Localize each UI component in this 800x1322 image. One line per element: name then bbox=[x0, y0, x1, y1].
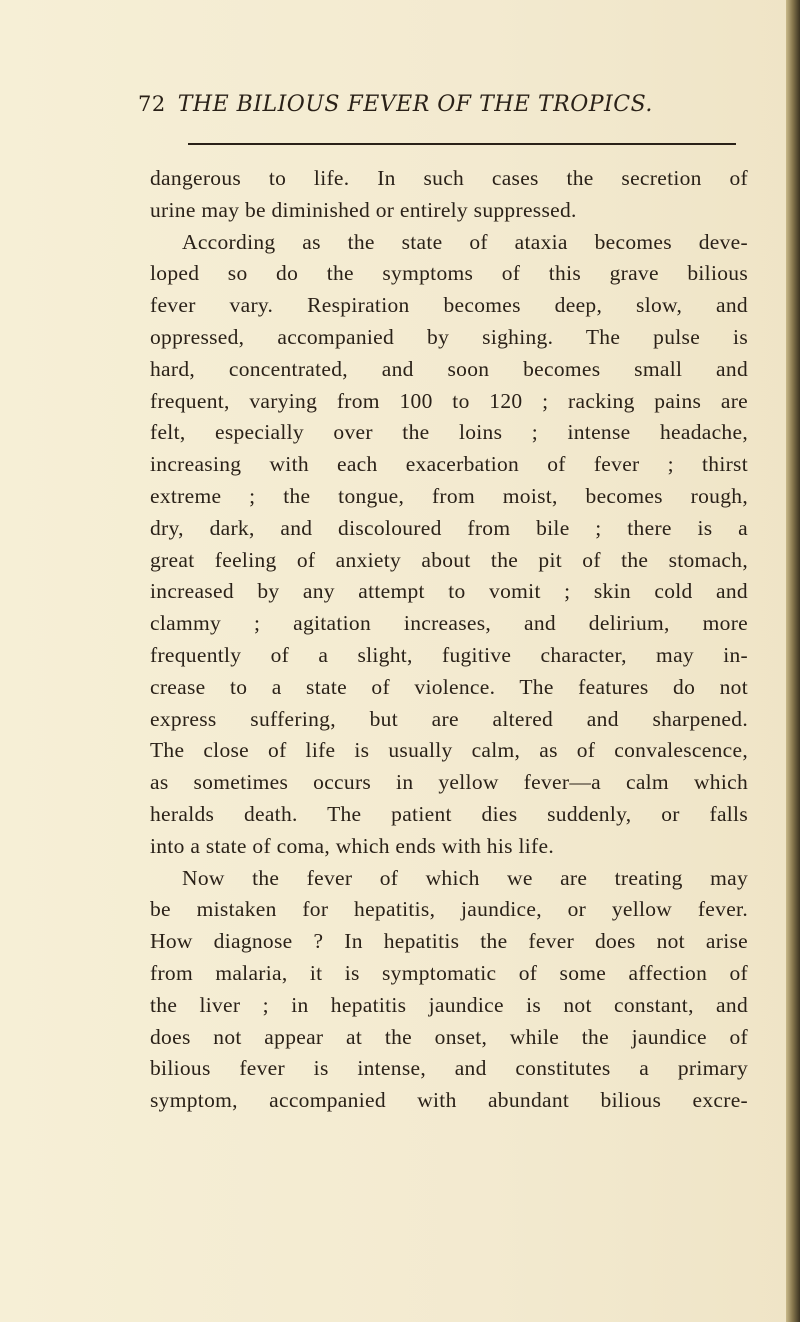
text-line: great feeling of anxiety about the pit of the stomach, bbox=[150, 547, 748, 572]
text-line: frequent, varying from 100 to 120 ; racking pains are bbox=[150, 388, 748, 413]
page-edge bbox=[786, 0, 800, 1322]
text-line: dangerous to life. In such cases the secretion of bbox=[150, 166, 748, 190]
text-line: oppressed, accompanied by sighing. The pulse is bbox=[150, 324, 748, 349]
text-line: the liver ; in hepatitis jaundice is not constant, and bbox=[150, 992, 748, 1017]
text-line: fever vary. Respiration becomes deep, slow, and bbox=[150, 293, 748, 318]
text-line: bilious fever is intense, and constitutes a primary bbox=[150, 1056, 748, 1081]
text-line: hard, concentrated, and soon becomes small and bbox=[150, 356, 748, 381]
text-line: felt, especially over the loins ; intense headache, bbox=[150, 420, 748, 445]
text-line: How diagnose ? In hepatitis the fever does not arise bbox=[150, 929, 748, 954]
text-line: crease to a state of violence. The features do not bbox=[150, 674, 748, 699]
text-line: heralds death. The patient dies suddenly, or falls bbox=[150, 801, 748, 826]
text-line: symptom, accompanied with abundant bilious excre- bbox=[150, 1088, 748, 1113]
text-line: extreme ; the tongue, from moist, becomes rough, bbox=[150, 483, 748, 508]
text-line: does not appear at the onset, while the jaundice of bbox=[150, 1024, 748, 1049]
text-line: increased by any attempt to vomit ; skin cold and bbox=[150, 579, 748, 604]
text-line: from malaria, it is symptomatic of some affection of bbox=[150, 960, 748, 985]
text-line: dry, dark, and discoloured from bile ; there is a bbox=[150, 515, 748, 540]
text-line: Now the fever of which we are treating may bbox=[182, 865, 748, 890]
text-line: increasing with each exacerbation of fever ; thirst bbox=[150, 452, 748, 477]
running-header bbox=[138, 92, 758, 117]
text-line: express suffering, but are altered and sharpened. bbox=[150, 706, 748, 731]
body-text bbox=[150, 163, 748, 1117]
text-line: urine may be diminished or entirely suppressed. bbox=[150, 197, 577, 222]
running-title: THE BILIOUS FEVER OF THE TROPICS. bbox=[177, 92, 653, 117]
text-line: clammy ; agitation increases, and delirium, more bbox=[150, 611, 748, 636]
page-number: 72 bbox=[138, 92, 166, 116]
text-line: The close of life is usually calm, as of convalescence, bbox=[150, 738, 748, 763]
text-line: be mistaken for hepatitis, jaundice, or yellow fever. bbox=[150, 897, 748, 922]
text-line: into a state of coma, which ends with his life. bbox=[150, 833, 554, 858]
text-line: loped so do the symptoms of this grave bilious bbox=[150, 261, 748, 286]
text-line: frequently of a slight, fugitive character, may in- bbox=[150, 642, 748, 667]
text-line: as sometimes occurs in yellow fever—a calm which bbox=[150, 770, 748, 795]
text-line: According as the state of ataxia becomes deve- bbox=[182, 229, 748, 254]
header-rule bbox=[188, 143, 736, 145]
